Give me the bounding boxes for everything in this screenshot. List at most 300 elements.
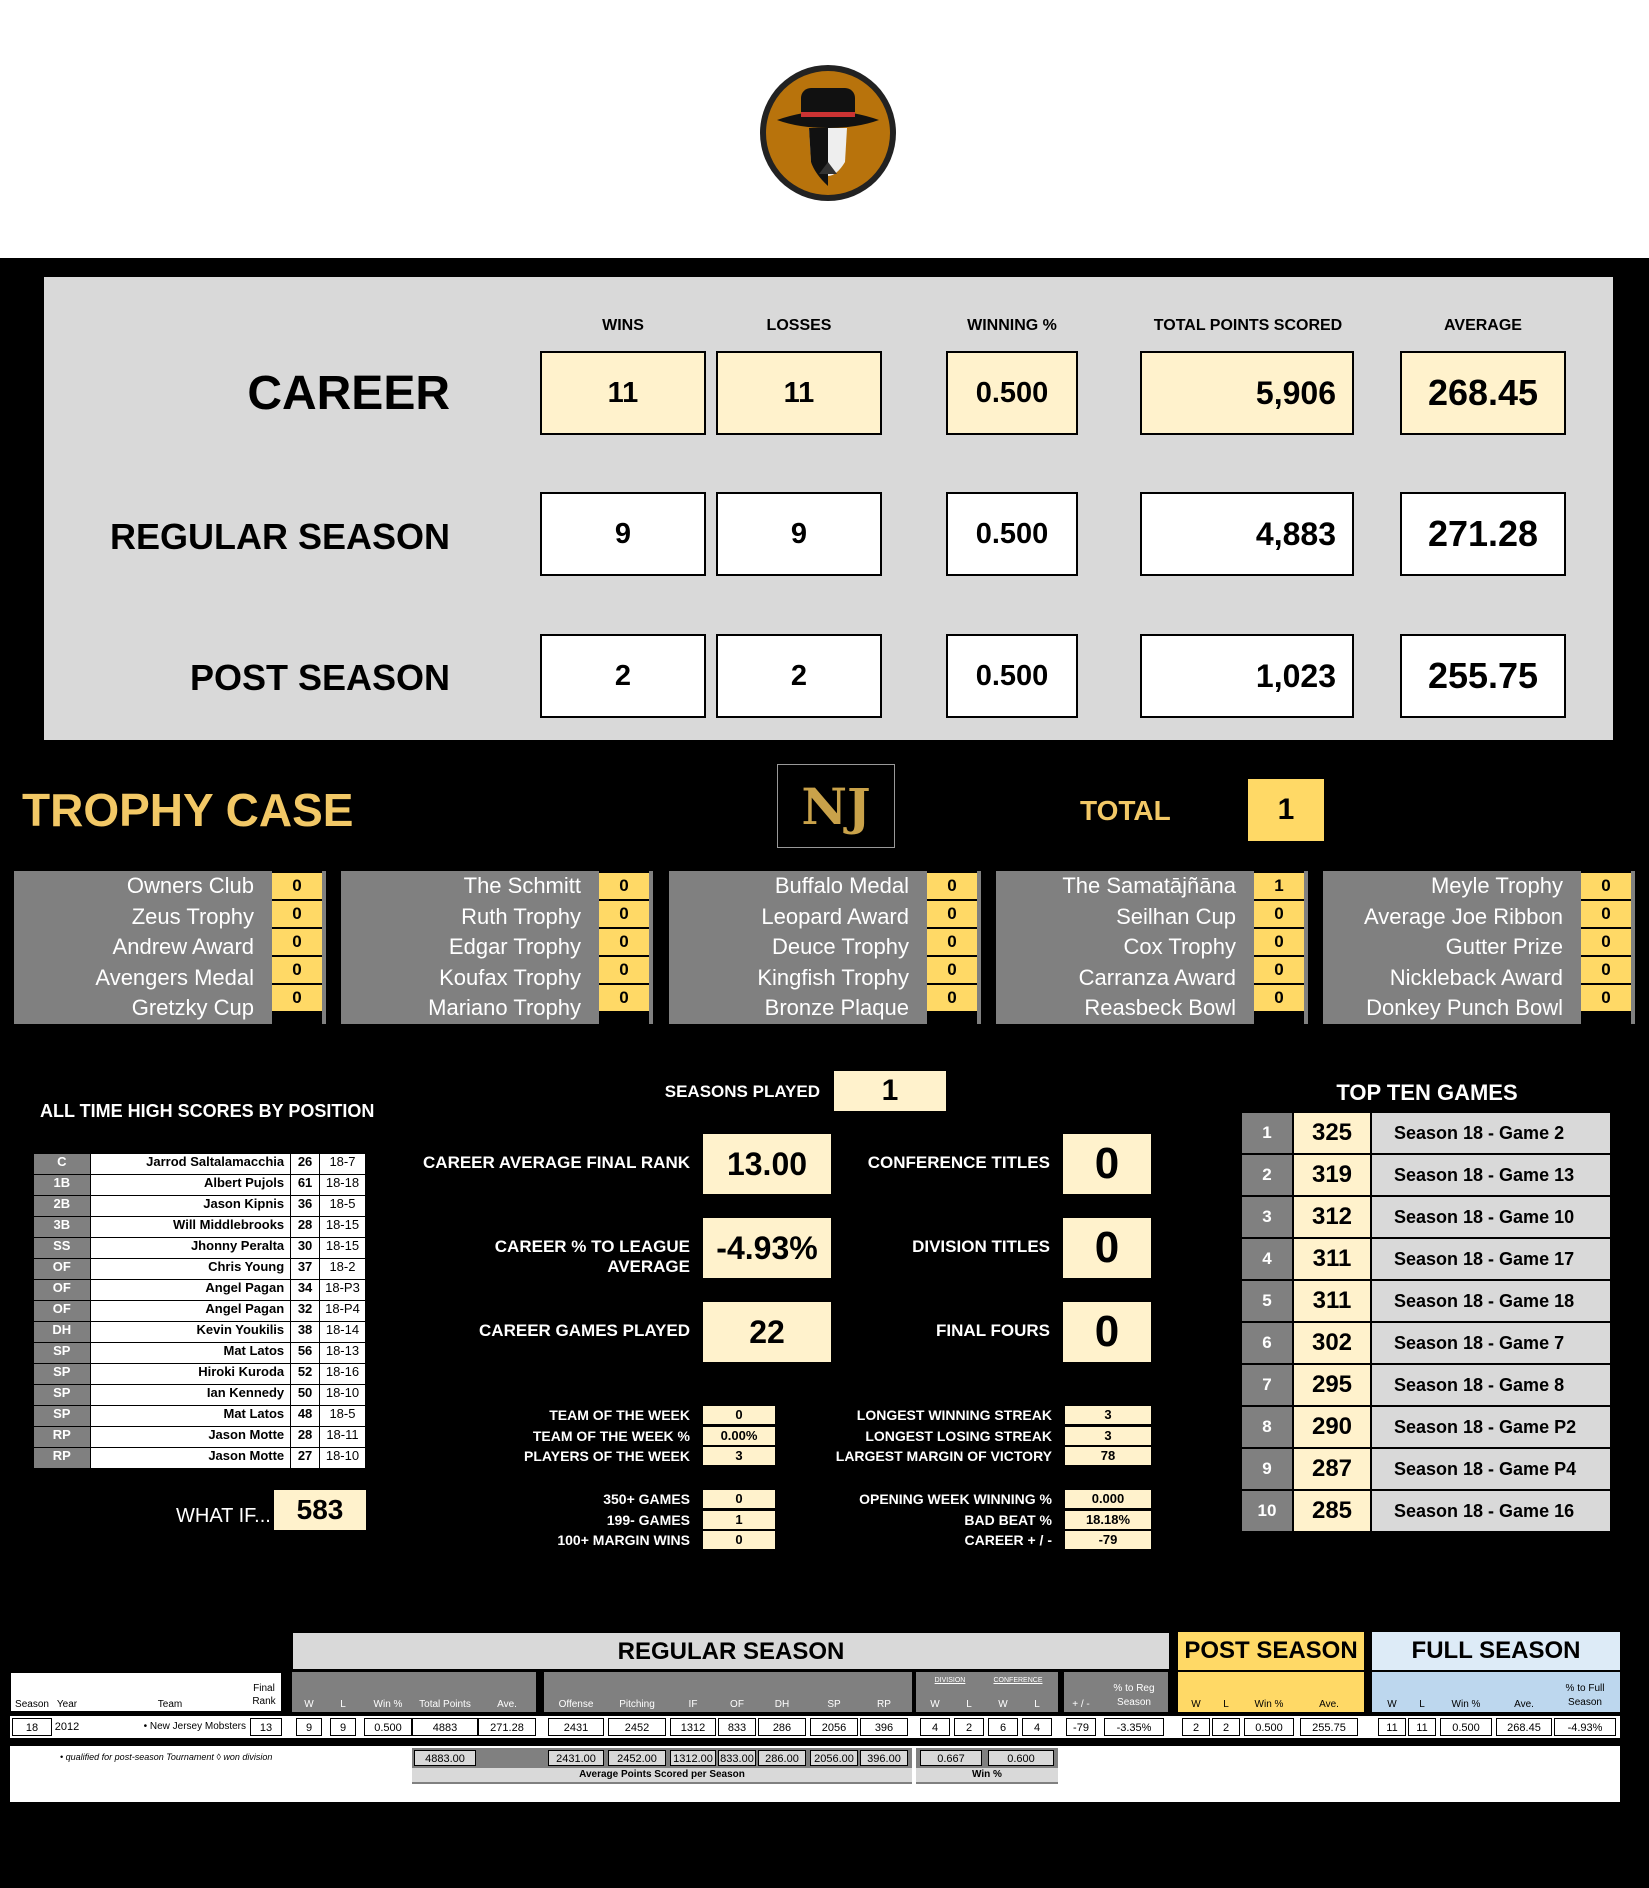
season-stat-cell: 9 (296, 1718, 322, 1736)
season-stat-cell: 0.500 (1440, 1718, 1492, 1736)
position-cell: RP (34, 1427, 90, 1448)
avg-points-label: Average Points Scored per Season (412, 1768, 912, 1782)
table-row (34, 1427, 366, 1448)
reg-pct: 0.500 (946, 492, 1078, 576)
wins-header: WINS (602, 317, 644, 334)
trophy-count: 0 (1581, 957, 1631, 983)
small-stat-label: 199- GAMES (606, 1511, 690, 1528)
position-cell: SP (34, 1364, 90, 1385)
trophy-count: 0 (599, 929, 649, 955)
trophy-count: 0 (1581, 929, 1631, 955)
small-stat-value: 0.00% (703, 1427, 775, 1445)
top-game-name: Season 18 - Game 2 (1371, 1112, 1611, 1154)
trophy-case-title: TROPHY CASE (22, 784, 354, 836)
career-stat-label: CAREER % TO LEAGUE AVERAGE (494, 1237, 690, 1276)
season-stat-cell: 2 (954, 1718, 984, 1736)
top-game-name: Season 18 - Game 17 (1371, 1238, 1611, 1280)
team-cell: • New Jersey Mobsters (86, 1718, 246, 1736)
game-cell: 18-10 (320, 1448, 366, 1469)
final-rank-header: Final Rank (252, 1683, 276, 1707)
position-col-header: OF (730, 1699, 744, 1710)
post-col-header: W (1191, 1699, 1201, 1710)
position-col-header: SP (827, 1699, 841, 1710)
score-cell: 28 (291, 1427, 320, 1448)
player-name-cell: Will Middlebrooks (90, 1217, 292, 1238)
div-conf-col-header: W (930, 1699, 940, 1710)
avg-stat-cell: 2431.00 (548, 1750, 604, 1766)
position-cell: RP (34, 1448, 90, 1469)
top-game-row (1241, 1406, 1611, 1448)
season-stat-cell: 2431 (548, 1718, 604, 1736)
trophy-name: Kingfish Trophy (757, 964, 909, 990)
top-game-rank: 6 (1241, 1322, 1293, 1364)
small-stat-label: OPENING WEEK WINNING % (859, 1491, 1052, 1507)
season-stat-cell: 0.500 (364, 1718, 412, 1736)
trophy-name: Nickleback Award (1389, 964, 1563, 990)
trophy-column (14, 871, 326, 1024)
pct-to-reg-header: % to Reg Season (1113, 1683, 1155, 1708)
post-total: 1,023 (1140, 634, 1354, 718)
player-name-cell: Hiroki Kuroda (90, 1364, 292, 1385)
top-ten-table (1241, 1112, 1611, 1532)
trophy-name: Gretzky Cup (131, 995, 254, 1021)
season-stat-cell: 0.500 (1244, 1718, 1294, 1736)
trophy-count: 0 (272, 873, 322, 899)
table-row (34, 1364, 366, 1385)
table-row (34, 1301, 366, 1322)
top-game-rank: 8 (1241, 1406, 1293, 1448)
title-count-label: CONFERENCE TITLES (867, 1153, 1050, 1172)
player-name-cell: Jason Kipnis (90, 1196, 292, 1217)
small-stat-value: -79 (1065, 1531, 1151, 1549)
game-cell: 18-P4 (320, 1301, 366, 1322)
top-game-name: Season 18 - Game 18 (1371, 1280, 1611, 1322)
top-game-row (1241, 1280, 1611, 1322)
small-stat-value: 3 (1065, 1406, 1151, 1424)
seasons-played-value: 1 (834, 1071, 946, 1111)
score-cell: 36 (291, 1196, 320, 1217)
top-game-score: 287 (1293, 1448, 1371, 1490)
trophy-count: 0 (927, 957, 977, 983)
career-stat-value: -4.93% (703, 1218, 831, 1278)
full-col-header: Win % (1451, 1699, 1481, 1710)
position-col-header: RP (877, 1699, 891, 1710)
footnote: • qualified for post-season Tournament ◊ won division (60, 1752, 273, 1762)
trophy-total-label: TOTAL (1080, 795, 1171, 826)
player-name-cell: Albert Pujols (90, 1175, 292, 1196)
full-col-header: % to Full Season (1565, 1683, 1605, 1708)
top-game-rank: 4 (1241, 1238, 1293, 1280)
trophy-count: 0 (1254, 901, 1304, 927)
regular-season-label: REGULAR SEASON (109, 516, 450, 557)
trophy-count: 0 (599, 901, 649, 927)
top-game-row (1241, 1490, 1611, 1532)
player-name-cell: Mat Latos (90, 1343, 292, 1364)
career-total: 5,906 (1140, 351, 1354, 435)
title-count-value: 0 (1063, 1218, 1151, 1278)
small-stat-label: LONGEST WINNING STREAK (856, 1407, 1052, 1423)
position-cell: 2B (34, 1196, 90, 1217)
trophy-count: 0 (272, 929, 322, 955)
trophy-name: Mariano Trophy (428, 995, 581, 1021)
what-if-value: 583 (274, 1490, 366, 1530)
career-losses: 11 (716, 351, 882, 435)
top-game-row (1241, 1154, 1611, 1196)
small-stat-label: 100+ MARGIN WINS (557, 1532, 690, 1549)
position-cell: SP (34, 1406, 90, 1427)
season-stat-cell: 833 (718, 1718, 756, 1736)
trophy-name: Buffalo Medal (774, 873, 909, 898)
game-cell: 18-2 (320, 1259, 366, 1280)
trophy-count: 0 (272, 957, 322, 983)
top-game-row (1241, 1238, 1611, 1280)
season-stat-cell: 9 (330, 1718, 356, 1736)
small-stat-value: 3 (1065, 1427, 1151, 1445)
small-stat-label: PLAYERS OF THE WEEK (524, 1448, 690, 1465)
game-cell: 18-P3 (320, 1280, 366, 1301)
position-cell: C (34, 1154, 90, 1175)
top-game-score: 311 (1293, 1238, 1371, 1280)
trophy-count: 0 (927, 873, 977, 899)
avg-stat-cell: 2056.00 (810, 1750, 858, 1766)
table-row (34, 1238, 366, 1259)
top-game-score: 312 (1293, 1196, 1371, 1238)
division-header: DIVISION (934, 1677, 966, 1684)
trophy-total-value: 1 (1248, 779, 1324, 841)
trophy-name: Reasbeck Bowl (1084, 995, 1236, 1021)
trophy-name: Ruth Trophy (461, 903, 581, 929)
top-game-rank: 2 (1241, 1154, 1293, 1196)
trophy-count: 0 (1581, 985, 1631, 1011)
top-game-rank: 9 (1241, 1448, 1293, 1490)
trophy-name: Average Joe Ribbon (1364, 903, 1563, 929)
player-name-cell: Jason Motte (90, 1427, 292, 1448)
reg-total: 4,883 (1140, 492, 1354, 576)
player-name-cell: Angel Pagan (90, 1280, 292, 1301)
score-cell: 38 (291, 1322, 320, 1343)
season-stat-cell: 255.75 (1300, 1718, 1358, 1736)
table-row (34, 1154, 366, 1175)
top-game-row (1241, 1448, 1611, 1490)
table-row (34, 1217, 366, 1238)
top-game-rank: 10 (1241, 1490, 1293, 1532)
post-wins: 2 (540, 634, 706, 718)
regular-season-band: REGULAR SEASON (292, 1632, 1170, 1670)
career-label: CAREER (247, 367, 450, 420)
avg-stat-cell: 1312.00 (670, 1750, 716, 1766)
position-col-header: Pitching (619, 1699, 655, 1710)
position-cell: DH (34, 1322, 90, 1343)
score-cell: 48 (291, 1406, 320, 1427)
score-cell: 34 (291, 1280, 320, 1301)
player-name-cell: Chris Young (90, 1259, 292, 1280)
plus-minus-header: + / - (1072, 1699, 1090, 1710)
div-conf-col-header: L (1034, 1699, 1040, 1710)
game-cell: 18-7 (320, 1154, 366, 1175)
top-game-score: 311 (1293, 1280, 1371, 1322)
table-row (34, 1322, 366, 1343)
top-game-name: Season 18 - Game 8 (1371, 1364, 1611, 1406)
position-cell: 3B (34, 1217, 90, 1238)
post-season-band: POST SEASON (1178, 1632, 1364, 1670)
small-stat-label: TEAM OF THE WEEK % (532, 1427, 690, 1444)
trophy-name: Zeus Trophy (131, 903, 254, 929)
top-game-rank: 5 (1241, 1280, 1293, 1322)
season-stat-cell: 271.28 (478, 1718, 536, 1736)
trophy-count: 0 (1581, 873, 1631, 899)
regular-col-header: L (340, 1699, 346, 1710)
avg-stat-cell: 286.00 (758, 1750, 806, 1766)
career-stat-value: 13.00 (703, 1134, 831, 1194)
trophy-column (669, 871, 981, 1024)
table-row (34, 1448, 366, 1469)
trophy-name: Meyle Trophy (1430, 873, 1563, 898)
top-game-score: 290 (1293, 1406, 1371, 1448)
mobster-logo-icon (757, 62, 899, 204)
score-cell: 61 (291, 1175, 320, 1196)
what-if-label: WHAT IF... (176, 1505, 271, 1527)
small-stat-label: BAD BEAT % (964, 1511, 1052, 1528)
score-cell: 30 (291, 1238, 320, 1259)
regular-col-header: W (304, 1699, 314, 1710)
small-stat-value: 18.18% (1065, 1511, 1151, 1529)
top-game-name: Season 18 - Game 7 (1371, 1322, 1611, 1364)
trophy-name: Avengers Medal (95, 964, 254, 990)
season-stat-cell: 2 (1212, 1718, 1240, 1736)
avg-stat-cell: 0.667 (920, 1750, 982, 1766)
season-header: Season (15, 1699, 49, 1710)
average-header: AVERAGE (1444, 317, 1522, 334)
trophy-name: Donkey Punch Bowl (1366, 995, 1563, 1021)
top-game-score: 295 (1293, 1364, 1371, 1406)
post-average: 255.75 (1400, 634, 1566, 718)
season-stat-cell: -3.35% (1104, 1718, 1164, 1736)
reg-wins: 9 (540, 492, 706, 576)
post-losses: 2 (716, 634, 882, 718)
trophy-name: Carranza Award (1078, 964, 1236, 990)
nj-monogram: NJ (777, 764, 895, 848)
career-wins: 11 (540, 351, 706, 435)
small-stat-value: 0.000 (1065, 1490, 1151, 1508)
regular-col-header: Total Points (419, 1699, 471, 1710)
winning-pct-header: WINNING % (967, 317, 1057, 334)
trophy-name: Andrew Award (112, 934, 254, 960)
title-count-value: 0 (1063, 1134, 1151, 1194)
career-stat-label: CAREER AVERAGE FINAL RANK (423, 1153, 690, 1172)
season-stat-cell: 4883 (412, 1718, 478, 1736)
trophy-column (996, 871, 1308, 1024)
player-name-cell: Jason Motte (90, 1448, 292, 1469)
top-game-name: Season 18 - Game P4 (1371, 1448, 1611, 1490)
reg-losses: 9 (716, 492, 882, 576)
career-stat-value: 22 (703, 1302, 831, 1362)
trophy-count: 0 (599, 985, 649, 1011)
score-cell: 27 (291, 1448, 320, 1469)
small-stat-value: 78 (1065, 1447, 1151, 1465)
top-game-score: 302 (1293, 1322, 1371, 1364)
season-stat-cell: 286 (758, 1718, 806, 1736)
trophy-name: Cox Trophy (1123, 934, 1236, 960)
trophy-column (341, 871, 653, 1024)
full-season-band: FULL SEASON (1372, 1632, 1620, 1670)
title-count-value: 0 (1063, 1302, 1151, 1362)
total-points-header: TOTAL POINTS SCORED (1153, 317, 1343, 334)
position-cell: SP (34, 1343, 90, 1364)
trophy-count: 0 (599, 957, 649, 983)
avg-stat-cell: 0.600 (988, 1750, 1054, 1766)
game-cell: 18-15 (320, 1217, 366, 1238)
table-row (34, 1175, 366, 1196)
trophy-count: 0 (1581, 901, 1631, 927)
trophy-count: 0 (1254, 957, 1304, 983)
season-stat-cell: 4 (920, 1718, 950, 1736)
table-row (34, 1259, 366, 1280)
small-stat-value: 0 (703, 1406, 775, 1424)
regular-col-header: Ave. (497, 1699, 517, 1710)
small-stat-label: LONGEST LOSING STREAK (865, 1427, 1052, 1444)
season-stat-cell: 11 (1378, 1718, 1406, 1736)
player-name-cell: Jarrod Saltalamacchia (90, 1154, 292, 1175)
top-game-rank: 7 (1241, 1364, 1293, 1406)
small-stat-value: 3 (703, 1447, 775, 1465)
top-game-row (1241, 1112, 1611, 1154)
score-cell: 28 (291, 1217, 320, 1238)
career-pct: 0.500 (946, 351, 1078, 435)
small-stat-value: 1 (703, 1511, 775, 1529)
top-game-row (1241, 1322, 1611, 1364)
position-col-header: IF (688, 1699, 698, 1710)
score-cell: 56 (291, 1343, 320, 1364)
season-stat-cell: -4.93% (1554, 1718, 1616, 1736)
seasons-played-label: SEASONS PLAYED (664, 1082, 820, 1101)
top-game-name: Season 18 - Game 13 (1371, 1154, 1611, 1196)
trophy-column (1323, 871, 1635, 1024)
season-stat-cell: 268.45 (1496, 1718, 1552, 1736)
top-ten-title: TOP TEN GAMES (1336, 1080, 1518, 1105)
season-stat-cell: 1312 (670, 1718, 716, 1736)
position-col-header: DH (774, 1699, 790, 1710)
trophy-name: Bronze Plaque (764, 995, 909, 1021)
small-stat-label: LARGEST MARGIN OF VICTORY (835, 1448, 1052, 1465)
small-stat-value: 0 (703, 1531, 775, 1549)
losses-header: LOSSES (766, 317, 832, 334)
table-row (34, 1385, 366, 1406)
avg-stat-cell: 2452.00 (608, 1750, 666, 1766)
trophy-count: 0 (927, 985, 977, 1011)
game-cell: 18-16 (320, 1364, 366, 1385)
table-row (34, 1196, 366, 1217)
trophy-count: 0 (599, 873, 649, 899)
player-name-cell: Ian Kennedy (90, 1385, 292, 1406)
top-game-rank: 3 (1241, 1196, 1293, 1238)
position-cell: OF (34, 1301, 90, 1322)
player-name-cell: Kevin Youkilis (90, 1322, 292, 1343)
trophy-name: Owners Club (126, 873, 254, 898)
post-pct: 0.500 (946, 634, 1078, 718)
game-cell: 18-18 (320, 1175, 366, 1196)
position-cell: OF (34, 1259, 90, 1280)
position-col-header: Offense (558, 1699, 594, 1710)
table-row (34, 1406, 366, 1427)
full-col-header: L (1419, 1699, 1425, 1710)
season-stat-cell: 4 (1022, 1718, 1052, 1736)
year-header: Year (56, 1699, 78, 1710)
trophy-name: The Schmitt (463, 873, 581, 898)
full-col-header: Ave. (1514, 1699, 1534, 1710)
avg-stat-cell: 396.00 (860, 1750, 908, 1766)
score-cell: 26 (291, 1154, 320, 1175)
regular-col-header: Win % (373, 1699, 403, 1710)
game-cell: 18-13 (320, 1343, 366, 1364)
table-row (34, 1343, 366, 1364)
trophy-name: The Samatājñāna (1062, 873, 1236, 898)
career-average: 268.45 (1400, 351, 1566, 435)
logo-area (0, 0, 1649, 258)
position-cell: OF (34, 1280, 90, 1301)
win-pct-label: Win % (916, 1768, 1058, 1782)
game-cell: 18-5 (320, 1196, 366, 1217)
avg-stat-cell: 4883.00 (414, 1750, 476, 1766)
conference-header: CONFERENCE (993, 1677, 1043, 1684)
post-col-header: L (1223, 1699, 1229, 1710)
career-stat-label: CAREER GAMES PLAYED (479, 1321, 690, 1340)
avg-stat-cell: 833.00 (718, 1750, 756, 1766)
trophy-count: 0 (1254, 929, 1304, 955)
season-stat-cell: 11 (1408, 1718, 1436, 1736)
game-cell: 18-5 (320, 1406, 366, 1427)
trophy-count: 0 (272, 901, 322, 927)
trophy-name: Leopard Award (761, 903, 909, 929)
score-cell: 52 (291, 1364, 320, 1385)
div-conf-col-header: W (998, 1699, 1008, 1710)
top-game-row (1241, 1196, 1611, 1238)
high-scores-title: ALL TIME HIGH SCORES BY POSITION (40, 1101, 375, 1121)
small-stat-value: 0 (703, 1490, 775, 1508)
year-cell: 2012 (52, 1718, 82, 1736)
top-game-score: 285 (1293, 1490, 1371, 1532)
trophy-count: 0 (1254, 985, 1304, 1011)
trophy-name: Edgar Trophy (448, 934, 581, 960)
position-cell: 1B (34, 1175, 90, 1196)
trophy-count: 0 (927, 901, 977, 927)
small-stat-label: TEAM OF THE WEEK (549, 1407, 690, 1423)
trophy-name: Koufax Trophy (439, 964, 581, 990)
team-header: Team (157, 1699, 183, 1710)
player-name-cell: Angel Pagan (90, 1301, 292, 1322)
top-game-score: 325 (1293, 1112, 1371, 1154)
top-game-rank: 1 (1241, 1112, 1293, 1154)
trophy-name: Gutter Prize (1445, 934, 1563, 960)
position-cell: SS (34, 1238, 90, 1259)
position-cell: SP (34, 1385, 90, 1406)
post-col-header: Win % (1254, 1699, 1284, 1710)
top-game-name: Season 18 - Game 16 (1371, 1490, 1611, 1532)
game-cell: 18-11 (320, 1427, 366, 1448)
full-col-header: W (1387, 1699, 1397, 1710)
game-cell: 18-15 (320, 1238, 366, 1259)
trophy-name: Deuce Trophy (772, 934, 909, 960)
score-cell: 32 (291, 1301, 320, 1322)
trophy-count: 0 (272, 985, 322, 1011)
reg-average: 271.28 (1400, 492, 1566, 576)
season-stat-cell: 2 (1182, 1718, 1210, 1736)
game-cell: 18-14 (320, 1322, 366, 1343)
top-game-name: Season 18 - Game P2 (1371, 1406, 1611, 1448)
top-game-name: Season 18 - Game 10 (1371, 1196, 1611, 1238)
player-name-cell: Jhonny Peralta (90, 1238, 292, 1259)
season-stat-cell: 6 (988, 1718, 1018, 1736)
player-name-cell: Mat Latos (90, 1406, 292, 1427)
